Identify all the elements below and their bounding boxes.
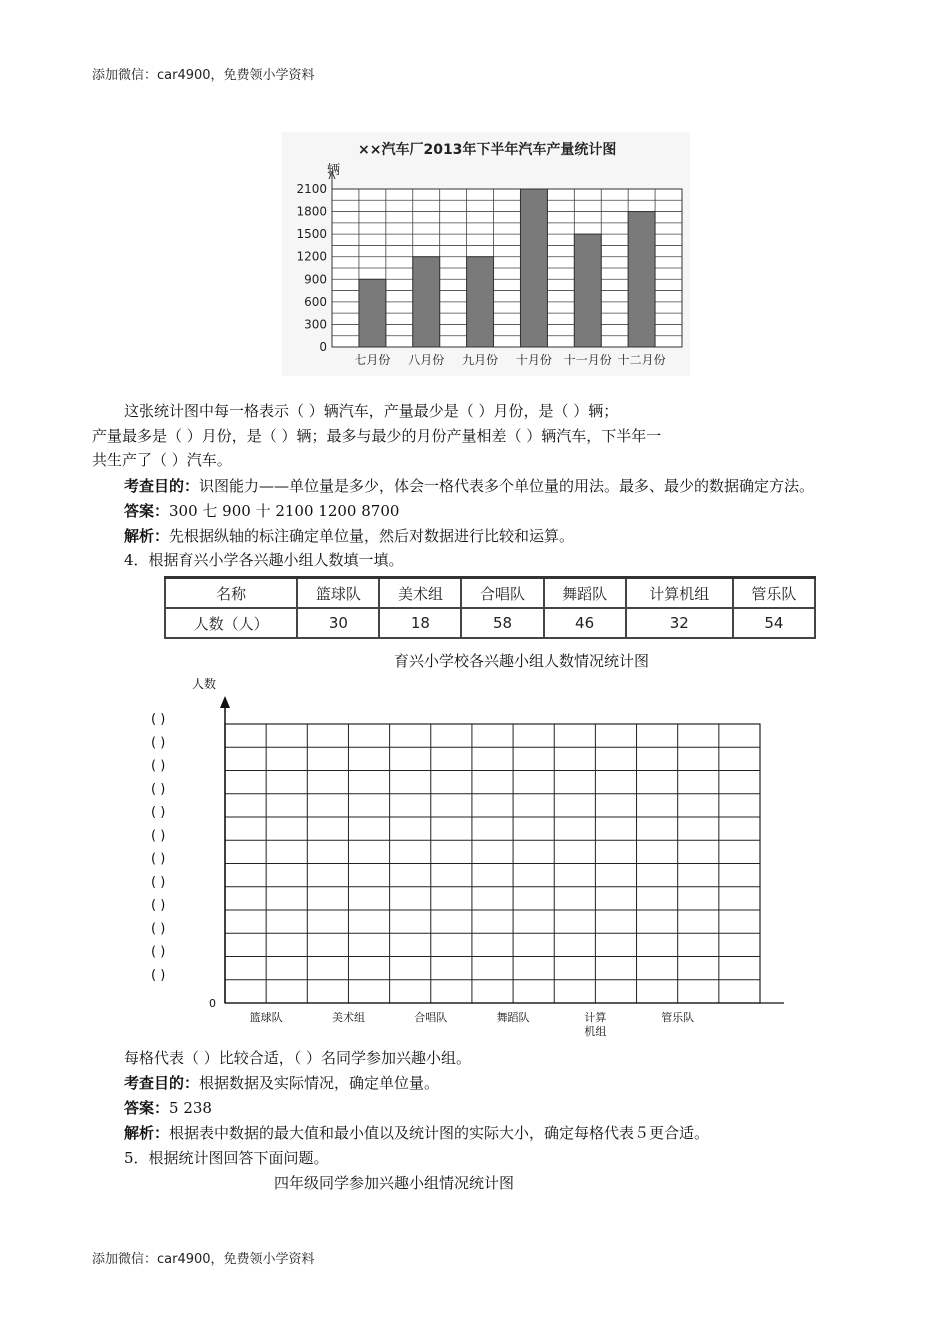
y-tick-label: 0 [319,340,327,354]
bar [520,189,547,347]
purpose-label: 考查目的： [124,1074,200,1092]
origin-label: 0 [209,997,216,1010]
q3-line3: 共生产了（ ）汽车。 [92,451,232,469]
q3-analysis [124,524,574,548]
table-cell: 美术组 [379,578,461,609]
interest-group-blank-chart [140,672,790,1042]
chart2-title: 育兴小学校各兴趣小组人数情况统计图 [394,652,650,670]
x-tick-label: 计算 [584,1011,607,1024]
table-cell: 人数（人） [165,608,297,638]
answer-text: 5 238 [169,1099,212,1117]
q5-title: 5．根据统计图回答下面问题。 [124,1149,329,1167]
blank-tick-label: ( ) [151,805,166,820]
y-tick-label: 300 [304,317,327,332]
y-tick-label: 600 [304,294,327,309]
x-tick-label: 机组 [584,1025,607,1038]
q4-fill: 每格代表（ ）比较合适，（ ）名同学参加兴趣小组。 [124,1049,472,1067]
answer-label: 答案： [124,502,170,520]
table-cell: 名称 [165,578,297,609]
y-tick-label: 1800 [296,204,327,219]
table-cell: 管乐队 [733,578,815,609]
q3-line1: 这张统计图中每一格表示（ ）辆汽车，产量最少是（ ）月份，是（ ）辆； [124,402,619,420]
x-tick-label: 八月份 [408,353,445,367]
blank-tick-label: ( ) [151,874,166,890]
x-tick-label: 管乐队 [661,1011,695,1024]
footer-note: 添加微信：car4900，免费领小学资料 [92,1252,315,1267]
q3-line2: 产量最多是（ ）月份，是（ ）辆；最多与最少的月份产量相差（ ）辆汽车，下半年一 [92,427,662,445]
x-tick-label: 篮球队 [249,1011,283,1024]
bar [628,212,655,347]
table-header-row [165,578,815,609]
blank-tick-label: ( ) [151,828,166,844]
x-tick-label: 合唱队 [414,1011,448,1024]
header-note: 添加微信：car4900，免费领小学资料 [92,68,315,83]
chart-title: ××汽车厂2013年下半年汽车产量统计图 [358,142,617,158]
blank-tick-label: ( ) [151,898,166,913]
x-tick-label: 舞蹈队 [496,1011,530,1024]
blank-tick-label: ( ) [151,758,166,774]
bar [413,257,440,347]
x-tick-label: 九月份 [462,353,499,367]
y-tick-label: 900 [304,272,327,287]
q4-analysis [124,1121,709,1145]
bar [359,279,386,347]
x-tick-label: 七月份 [354,353,391,367]
blank-tick-label: ( ) [151,781,166,797]
analysis-text: 根据表中数据的最大值和最小值以及统计图的实际大小，确定每格代表５更合适。 [169,1124,710,1142]
blank-tick-label: ( ) [151,712,166,727]
x-tick-label: 十月份 [515,353,552,367]
y-axis-label: 辆 [327,163,341,178]
y-axis-label: 人数 [192,677,217,691]
y-tick-label: 2100 [296,182,327,196]
table-cell: 计算机组 [626,578,733,609]
y-tick-label: 1500 [296,227,327,242]
table-cell: 30 [297,608,379,638]
y-axis-arrow [220,696,230,708]
purpose-text: 识图能力——单位量是多少，体会一格代表多个单位量的用法。最多、最少的数据确定方法。 [199,477,815,495]
q4-purpose [124,1071,439,1095]
q3-answer [124,499,399,523]
table-cell: 54 [733,608,815,638]
answer-text: 300 七 900 十 2100 1200 8700 [169,502,400,520]
y-tick-label: 1200 [296,249,327,264]
blank-tick-label: ( ) [151,921,166,937]
blank-tick-label: ( ) [151,851,166,867]
x-tick-label: 美术组 [331,1011,365,1024]
table-row [165,608,815,638]
table-cell: 舞蹈队 [544,578,626,609]
purpose-label: 考查目的： [124,477,200,495]
x-tick-label: 十二月份 [617,353,666,367]
table-cell: 46 [544,608,626,638]
table-cell: 32 [626,608,733,638]
analysis-text: 先根据纵轴的标注确定单位量，然后对数据进行比较和运算。 [169,527,575,545]
blank-tick-label: ( ) [151,967,166,983]
q3-purpose [124,474,814,498]
table-cell: 58 [461,608,543,638]
analysis-label: 解析： [124,527,170,545]
bar [574,234,601,347]
q4-answer [124,1096,212,1120]
interest-group-table [164,576,816,639]
purpose-text: 根据数据及实际情况，确定单位量。 [199,1074,440,1092]
q5-chart-title: 四年级同学参加兴趣小组情况统计图 [274,1174,515,1192]
x-tick-label: 十一月份 [563,353,612,367]
table-cell: 篮球队 [297,578,379,609]
blank-tick-label: ( ) [151,944,166,960]
answer-label: 答案： [124,1099,170,1117]
q4-title: 4．根据育兴小学各兴趣小组人数填一填。 [124,551,404,569]
table-cell: 合唱队 [461,578,543,609]
blank-tick-label: ( ) [151,735,166,751]
analysis-label: 解析： [124,1124,170,1142]
car-production-chart [282,132,690,376]
table-cell: 18 [379,608,461,638]
bar [467,257,494,347]
